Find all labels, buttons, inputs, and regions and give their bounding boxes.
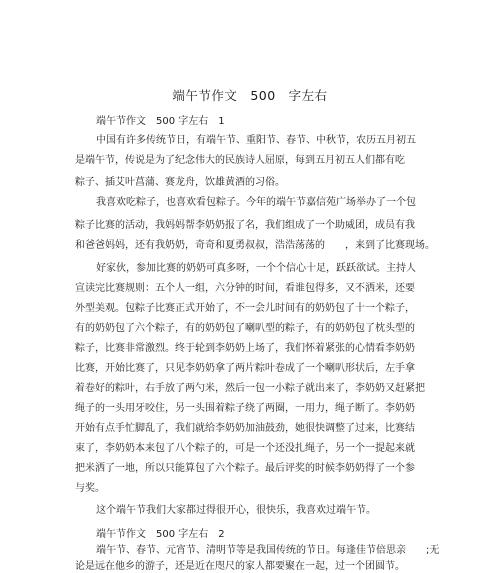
- paragraph-line: 我喜欢吃粽子，也喜欢看包粽子。今年的端午节嘉信苑广场举办了一个包: [96, 197, 416, 208]
- section-heading-2: 端午节作文 500 字左右 2: [96, 529, 225, 540]
- section-heading-1: 端午节作文 500 字左右 1: [96, 116, 225, 127]
- paragraph-line: 这个端午节我们大家都过得很开心，很快乐，我喜欢过端午节。: [96, 505, 376, 516]
- paragraph-line: 绳子的一头用牙咬住，另一头围着粽子绕了两圈，一用力，绳子断了。李奶奶: [75, 403, 415, 414]
- paragraph-line: 宣读完比赛规则：五个人一组，六分钟的时间，看谁包得多，又不洒米，还要: [75, 283, 415, 294]
- paragraph-line: 比赛，开始比赛了，只见李奶奶拿了两片粽叶卷成了一个喇叭形状后，左手拿: [75, 363, 415, 374]
- paragraph-line: 端午节、春节、元宵节、清明节等是我国传统的节日。每逢佳节倍思亲 ;无: [96, 545, 440, 556]
- paragraph-line: 粽子、插艾叶菖蒲、赛龙舟，饮雄黄酒的习俗。: [75, 177, 285, 188]
- paragraph-line: 与奖。: [75, 483, 105, 494]
- paragraph-line: 外型美观。包粽子比赛正式开始了，不一会儿时间有的奶奶包了十一个粽子，: [75, 303, 415, 314]
- paragraph-line: 粽子，比赛非常激烈。终于轮到李奶奶上场了，我们怀着紧张的心情看李奶奶: [75, 343, 415, 354]
- paragraph-line: 中国有许多传统节日，有端午节、重阳节、春节、中秋节，农历五月初五: [96, 135, 416, 146]
- paragraph-line: 把米洒了一地，所以只能算包了六个粽子。最后评奖的时候李奶奶得了一个参: [75, 463, 415, 474]
- paragraph-line-cut: 论是远在他乡的游子，还是近在咫尺的家人都要聚在一起，过一个团圆节。: [75, 561, 405, 572]
- paragraph-line: 有的奶奶包了六个粽子，有的奶奶包了喇叭型的粽子，有的奶奶包了枕头型的: [75, 323, 415, 334]
- paragraph-line: 是端午节，传说是为了纪念伟大的民族诗人屈原，每到五月初五人们都有吃: [75, 155, 405, 166]
- paragraph-line: 和爸爸妈妈，还有我奶奶，奇奇和夏勇叔叔，浩浩荡荡的 ，来到了比赛现场。: [75, 240, 435, 251]
- paragraph-line: 好家伙，参加比赛的奶奶可真多呀，一个个信心十足，跃跃欲试。主持人: [96, 263, 416, 274]
- paragraph-line: 束了，李奶奶本来包了八个粽子的，可是一个还没扎绳子，另一个一提起来就: [75, 443, 415, 454]
- paragraph-line: 开始有点手忙脚乱了，我们就给李奶奶加油鼓劲，她很快调整了过来，比赛结: [75, 423, 415, 434]
- paragraph-line: 粽子比赛的活动，我妈妈帮李奶奶报了名，我们组成了一个助威团，成员有我: [75, 220, 415, 231]
- document-title: 端午节作文 500 字左右: [172, 88, 328, 103]
- paragraph-line: 着卷好的粽叶，右手放了两勺米，然后一包一小粽子就出来了，李奶奶又赶紧把: [75, 383, 425, 394]
